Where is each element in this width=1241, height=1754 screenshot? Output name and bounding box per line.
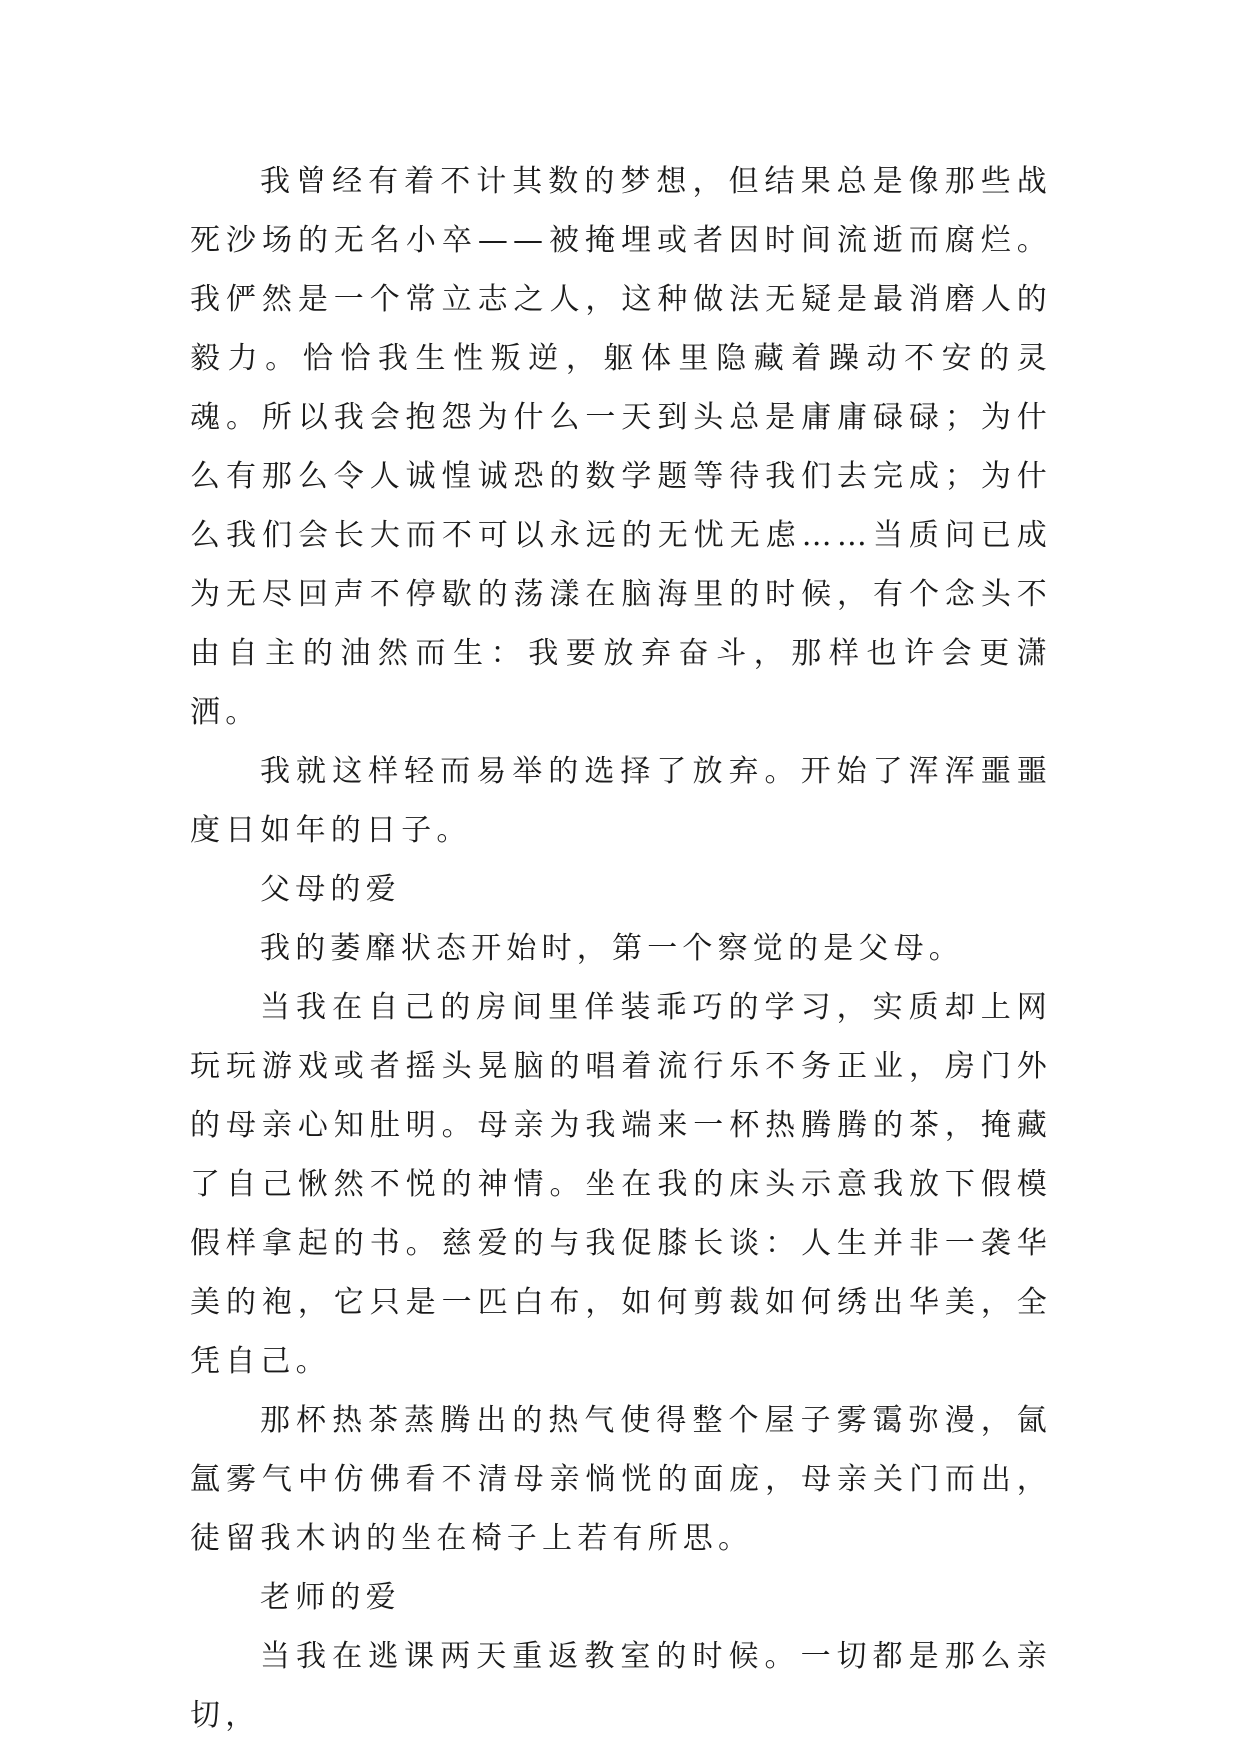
paragraph-parents-notice: 我的萎靡状态开始时，第一个察觉的是父母。 [260,931,964,966]
document-body [190,152,1052,1745]
paragraph-hot-tea: 那杯热茶蒸腾出的热气使得整个屋子雾霭弥漫，氤氲雾气中仿佛看不清母亲惝恍的面庞，母亲关门而出，徒留我木讷的坐在椅子上若有所思。 [190,1403,1052,1556]
paragraph-give-up: 我就这样轻而易举的选择了放弃。开始了浑浑噩噩度日如年的日子。 [190,754,1052,848]
section-heading-teacher-love: 老师的爱 [260,1580,401,1615]
paragraph-dreams: 我曾经有着不计其数的梦想，但结果总是像那些战死沙场的无名小卒——被掩埋或者因时间流逝而腐烂。我俨然是一个常立志之人，这种做法无疑是最消磨人的毅力。恰恰我生性叛逆，躯体里隐藏着躁动不安的灵魂。所以我会抱怨为什么一天到头总是庸庸碌碌；为什么有那么令人诚惶诚恐的数学题等待我们去完成；为什么我们会长大而不可以永远的无忧无虑……当质问已成为无尽回声不停歇的荡漾在脑海里的时候，有个念头不由自主的油然而生：我要放弃奋斗，那样也许会更潇洒。 [190,164,1052,730]
paragraph-mother-talk: 当我在自己的房间里佯装乖巧的学习，实质却上网玩玩游戏或者摇头晃脑的唱着流行乐不务正业，房门外的母亲心知肚明。母亲为我端来一杯热腾腾的茶，掩藏了自己愀然不悦的神情。坐在我的床头示意我放下假模假样拿起的书。慈爱的与我促膝长谈：人生并非一袭华美的袍，它只是一匹白布，如何剪裁如何绣出华美，全凭自己。 [190,990,1052,1379]
paragraph-back-to-class: 当我在逃课两天重返教室的时候。一切都是那么亲切， [190,1639,1052,1733]
section-heading-parents-love: 父母的爱 [260,872,401,907]
